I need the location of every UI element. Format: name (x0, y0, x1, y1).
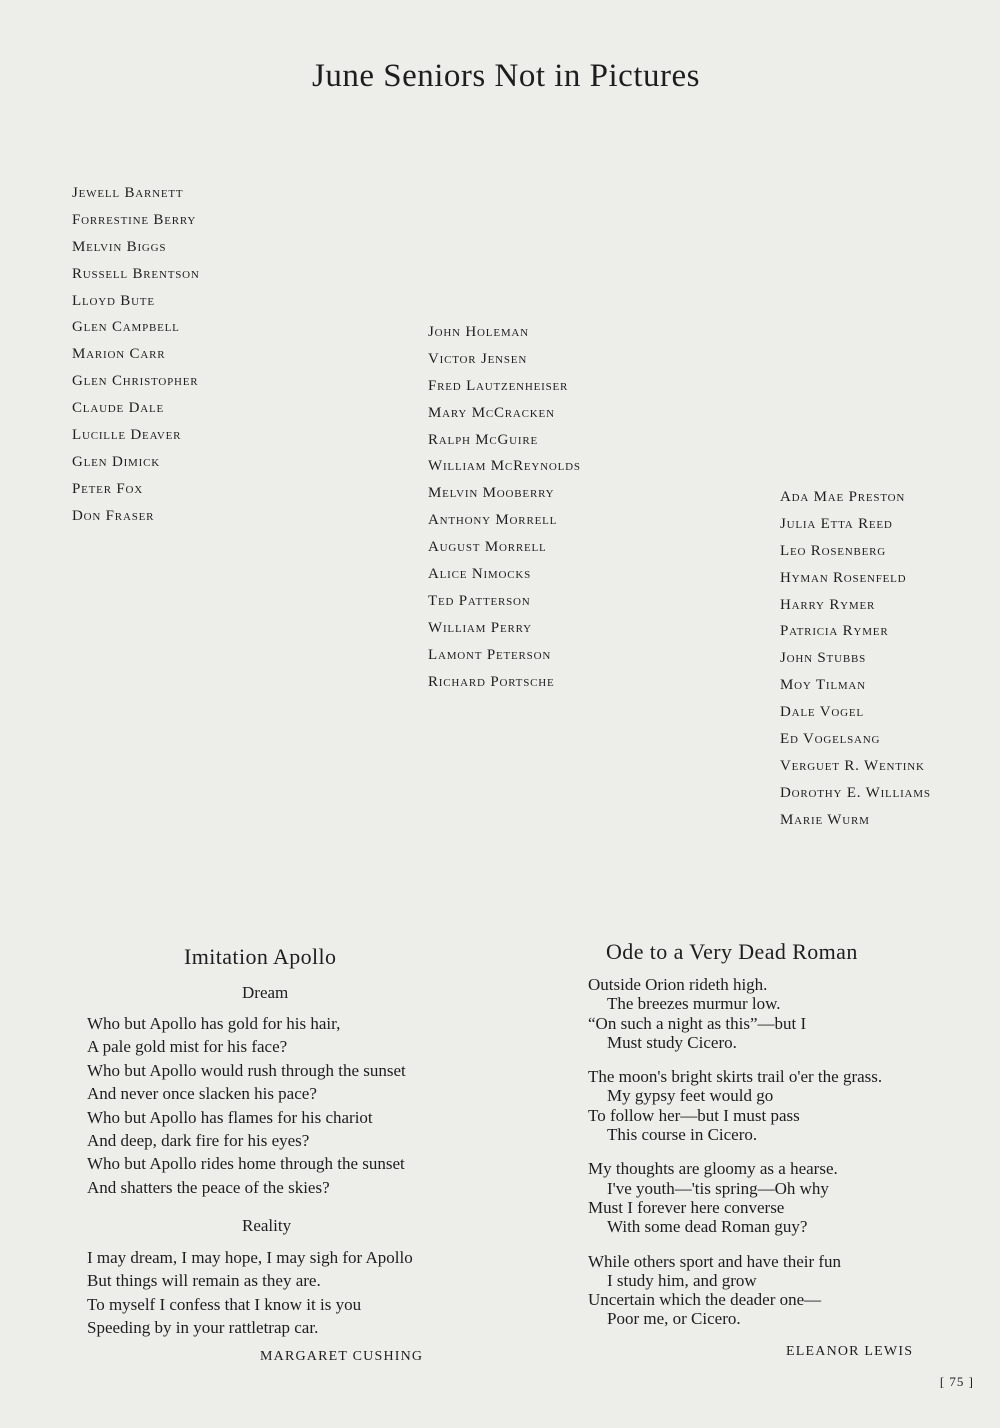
poem-title: Imitation Apollo (184, 944, 337, 969)
name-column-1 (72, 180, 200, 530)
poem-line: My thoughts are gloomy as a hearse. (588, 1159, 838, 1179)
poem-body (588, 975, 882, 1344)
senior-name: Verguet R. Wentink (780, 757, 925, 774)
poem-line: This course in Cicero. (607, 1125, 758, 1145)
poem-line: Uncertain which the deader one— (588, 1290, 822, 1310)
senior-name: Glen Dimick (72, 453, 160, 470)
senior-name: Dorothy E. Williams (780, 784, 931, 801)
poem-line: The breezes murmur low. (607, 994, 781, 1014)
senior-name: August Morrell (428, 539, 547, 556)
senior-name: Peter Fox (72, 480, 144, 497)
senior-name: Ralph McGuire (428, 431, 539, 448)
senior-name: Russell Brentson (72, 265, 200, 282)
poem-line: Who but Apollo has flames for his chariot (87, 1107, 373, 1127)
poem-line: And never once slacken his pace? (87, 1084, 317, 1104)
poem-line: Must I forever here converse (588, 1197, 785, 1217)
poem-section-title: Reality (242, 1216, 292, 1235)
poem-stanza (588, 1067, 882, 1144)
poem-author: ELEANOR LEWIS (786, 1344, 914, 1359)
senior-name: Leo Rosenberg (780, 542, 887, 559)
senior-name: Moy Tilman (780, 677, 866, 694)
senior-name: John Holeman (428, 324, 529, 340)
senior-name: Harry Rymer (780, 596, 876, 613)
poem-title: Ode to a Very Dead Roman (606, 939, 858, 964)
senior-name: Alice Nimocks (428, 566, 532, 583)
poem-line: Poor me, or Cicero. (607, 1309, 741, 1329)
senior-name: Lamont Peterson (428, 646, 552, 663)
senior-name: Patricia Rymer (780, 623, 889, 640)
poem-section-title: Dream (242, 983, 289, 1002)
poem-line: With some dead Roman guy? (607, 1217, 808, 1237)
page-title: June Seniors Not in Pictures (312, 58, 700, 94)
poem-line: But things will remain as they are. (87, 1271, 321, 1291)
senior-name: Ted Patterson (428, 592, 531, 609)
poem-section-reality (87, 1246, 413, 1340)
poem-stanza (588, 1159, 882, 1236)
poem-line: Outside Orion rideth high. (588, 975, 768, 994)
poem-line: Who but Apollo has gold for his hair, (87, 1014, 341, 1033)
poem-line: While others sport and have their fun (588, 1251, 842, 1271)
senior-name: Fred Lautzenheiser (428, 377, 569, 394)
poem-stanza (588, 975, 882, 1052)
poem-line: I've youth—'tis spring—Oh why (607, 1178, 829, 1198)
poem-line: My gypsy feet would go (607, 1086, 774, 1106)
senior-name: Richard Portsche (428, 673, 555, 690)
senior-name: Melvin Mooberry (428, 485, 555, 502)
poem-line: I study him, and grow (607, 1270, 757, 1290)
senior-name: Marion Carr (72, 346, 166, 363)
senior-name: Hyman Rosenfeld (780, 569, 907, 586)
senior-name: Lloyd Bute (72, 292, 155, 309)
poem-line: “On such a night as this”—but I (588, 1013, 807, 1033)
senior-name: Claude Dale (72, 400, 165, 417)
poem-section-dream (87, 1012, 406, 1199)
senior-name: Glen Christopher (72, 373, 199, 390)
poem-stanza (588, 1252, 882, 1329)
senior-name: William Perry (428, 619, 532, 636)
senior-name: William McReynolds (428, 458, 581, 475)
poem-line: Speeding by in your rattletrap car. (87, 1318, 319, 1338)
senior-name: Victor Jensen (428, 350, 528, 367)
senior-name: Lucille Deaver (72, 427, 182, 444)
poem-line: And shatters the peace of the skies? (87, 1177, 330, 1197)
poem-line: To myself I confess that I know it is you (87, 1294, 362, 1314)
senior-name: Glen Campbell (72, 319, 180, 336)
senior-name: Ed Vogelsang (780, 731, 881, 748)
name-column-3 (780, 484, 931, 834)
senior-name: Marie Wurm (780, 811, 870, 828)
page-number: [ 75 ] (939, 1374, 974, 1389)
poem-line: The moon's bright skirts trail o'er the grass. (588, 1067, 883, 1087)
poem-line: Who but Apollo rides home through the sunset (87, 1154, 405, 1174)
senior-name: John Stubbs (780, 650, 867, 667)
senior-name: Melvin Biggs (72, 238, 167, 255)
senior-name: Julia Etta Reed (780, 515, 893, 532)
poem-line: And deep, dark fire for his eyes? (87, 1131, 310, 1151)
poem-line: Who but Apollo would rush through the sunset (87, 1060, 406, 1080)
poem-line: To follow her—but I must pass (588, 1105, 800, 1125)
name-column-2 (428, 319, 581, 695)
senior-name: Ada Mae Preston (780, 489, 906, 505)
senior-name: Dale Vogel (780, 704, 864, 721)
senior-name: Don Fraser (72, 507, 155, 524)
senior-name: Anthony Morrell (428, 512, 558, 529)
senior-name: Jewell Barnett (72, 185, 184, 201)
poem-author: MARGARET CUSHING (260, 1349, 424, 1364)
senior-name: Forrestine Berry (72, 211, 197, 228)
senior-name: Mary McCracken (428, 404, 555, 421)
poem-line: Must study Cicero. (607, 1032, 737, 1052)
poem-line: I may dream, I may hope, I may sigh for Apollo (87, 1248, 413, 1267)
poem-line: A pale gold mist for his face? (87, 1037, 288, 1057)
